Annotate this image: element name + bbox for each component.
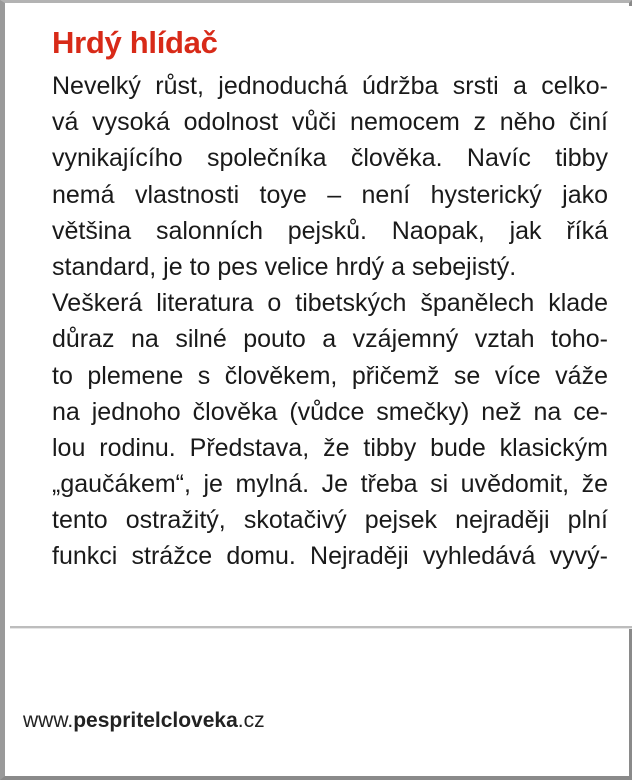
article-body xyxy=(52,68,608,575)
body-line: vynikajícího společníka člověka. Navíc tibby xyxy=(52,144,608,173)
url-suffix: .cz xyxy=(237,709,265,732)
body-line: tento ostražitý, skotačivý pejsek nejraději plní xyxy=(52,506,608,535)
body-line: na jednoho člověka (vůdce smečky) než na ce- xyxy=(52,397,608,426)
body-line: funkci strážce domu. Nejraději vyhledává vyvý- xyxy=(52,542,608,571)
body-line: Veškerá literatura o tibetských španělech klade xyxy=(52,289,608,318)
body-line: důraz na silné pouto a vzájemný vztah toho- xyxy=(52,325,608,354)
body-line: to plemene s člověkem, přičemž se více váže xyxy=(52,361,608,390)
article-clipping xyxy=(10,6,632,628)
body-line: většina salonních pejsků. Naopak, jak říká xyxy=(52,216,608,245)
body-line: „gaučákem“, je mylná. Je třeba si uvědomit, že xyxy=(52,470,608,499)
url-prefix: www. xyxy=(23,709,74,732)
body-line: lou rodinu. Představa, že tibby bude klasickým xyxy=(52,433,608,462)
article-title: Hrdý hlídač xyxy=(52,25,218,60)
source-url xyxy=(23,707,265,735)
body-line: standard, je to pes velice hrdý a sebejistý. xyxy=(52,252,517,281)
body-line: Nevelký růst, jednoduchá údržba srsti a celko- xyxy=(52,72,608,100)
body-line: nemá vlastnosti toye – není hysterický jako xyxy=(52,180,608,209)
body-line: vá vysoká odolnost vůči nemocem z něho činí xyxy=(52,108,608,137)
url-domain: pespritelcloveka xyxy=(73,709,238,732)
